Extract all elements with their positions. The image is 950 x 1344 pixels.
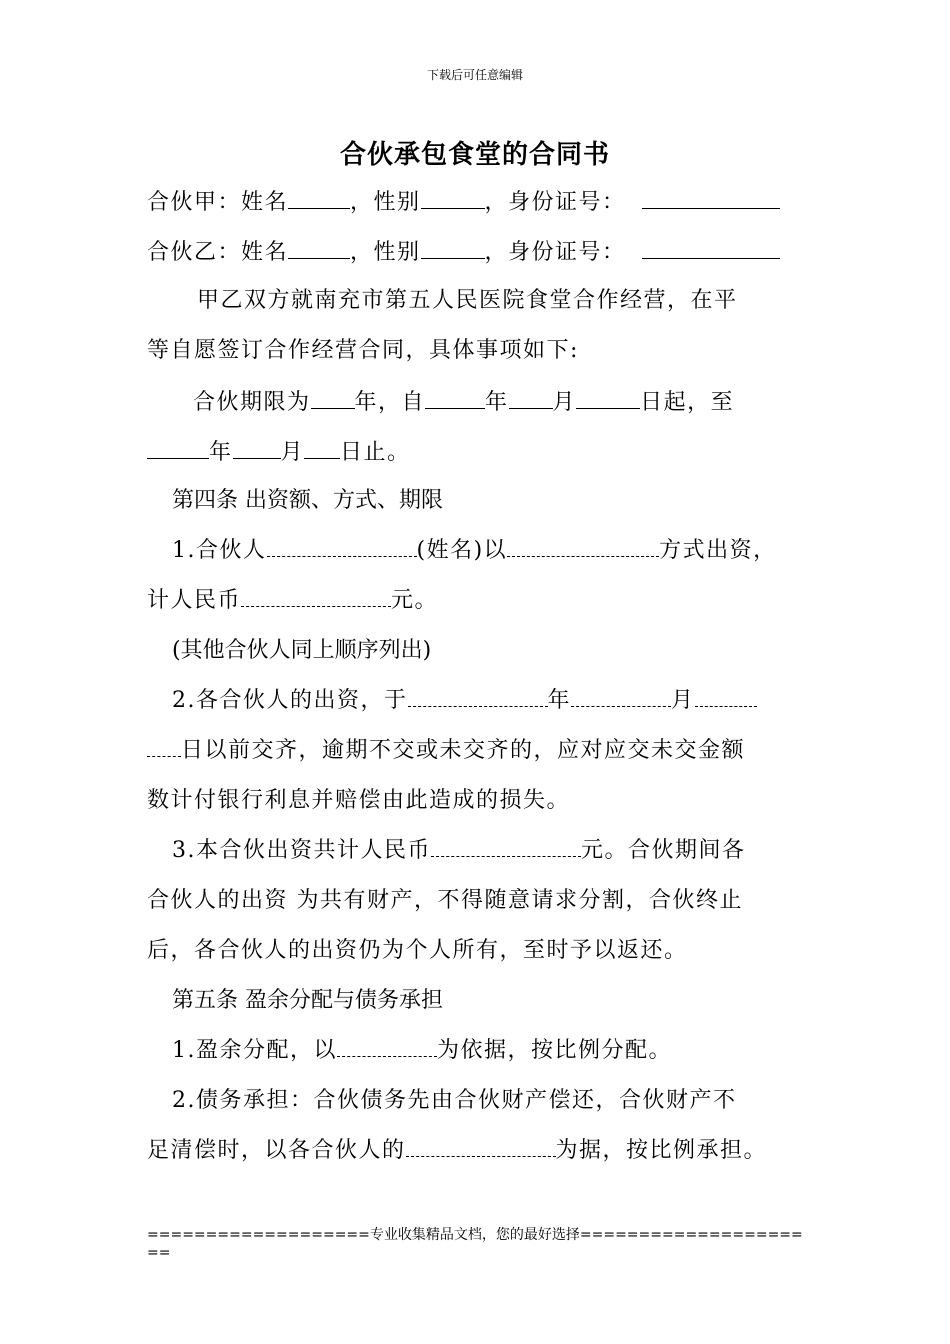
art4-clause-3-line-3: 后，各合伙人的出资仍为个人所有，至时予以返还。 <box>147 938 688 963</box>
page-header: 下载后可任意编辑 <box>426 68 523 82</box>
article-4-title: 第四条 出资额、方式、期限 <box>172 488 443 513</box>
party-a-line: 合伙甲：姓名 ，性别 ，身份证号： <box>147 186 780 218</box>
art4-note: (其他合伙人同上顺序列出) <box>172 638 432 663</box>
art4-clause-1-line-2: 计人民币 元。 <box>147 588 439 613</box>
party-b-line: 合伙乙：姓名 ，性别 ，身份证号： <box>147 236 780 268</box>
term-line-1: 合伙期限为 年，自 年 月 日起，至 <box>193 386 734 418</box>
art4-clause-2-line-2: 日以前交齐，逾期不交或未交齐的，应对应交未交金额 <box>147 736 745 766</box>
party-b-id-blank <box>642 236 780 259</box>
document-title: 合伙承包食堂的合同书 <box>339 140 610 170</box>
art5-clause-1: 1.盈余分配，以 为依据，按比例分配。 <box>172 1038 673 1063</box>
art5-clause-2-line-1: 2.债务承担：合伙债务先由合伙财产偿还，合伙财产不 <box>172 1088 737 1113</box>
art4-clause-2-line-1: 2.各合伙人的出资，于 年 月 <box>172 686 757 716</box>
party-a-name-blank <box>288 186 350 209</box>
art4-clause-1-line-1: 1.合伙人 (姓名)以 方式出资， <box>172 538 777 563</box>
article-5-title: 第五条 盈余分配与债务承担 <box>172 988 443 1013</box>
intro-line-1: 甲乙双方就南充市第五人民医院食堂合作经营，在平 <box>197 288 738 313</box>
party-b-gender-blank <box>421 236 485 259</box>
party-a-gender-blank <box>421 186 485 209</box>
page-footer: ===================专业收集精品文档，您的最好选择===================== <box>147 1227 803 1261</box>
intro-line-2: 等自愿签订合作经营合同，具体事项如下: <box>147 338 579 363</box>
party-b-name-blank <box>288 236 350 259</box>
party-a-id-blank <box>642 186 780 209</box>
art4-clause-2-line-3: 数计付银行利息并赔偿由此造成的损失。 <box>147 788 571 813</box>
art4-clause-3-line-2: 合伙人的出资 为共有财产，不得随意请求分割，合伙终止 <box>147 888 743 913</box>
art5-clause-2-line-2: 足清偿时，以各合伙人的 为据，按比例承担。 <box>147 1138 768 1163</box>
art4-clause-3-line-1: 3.本合伙出资共计人民币 元。合伙期间各 <box>172 838 746 863</box>
term-line-2: 年 月 日止。 <box>147 436 411 468</box>
